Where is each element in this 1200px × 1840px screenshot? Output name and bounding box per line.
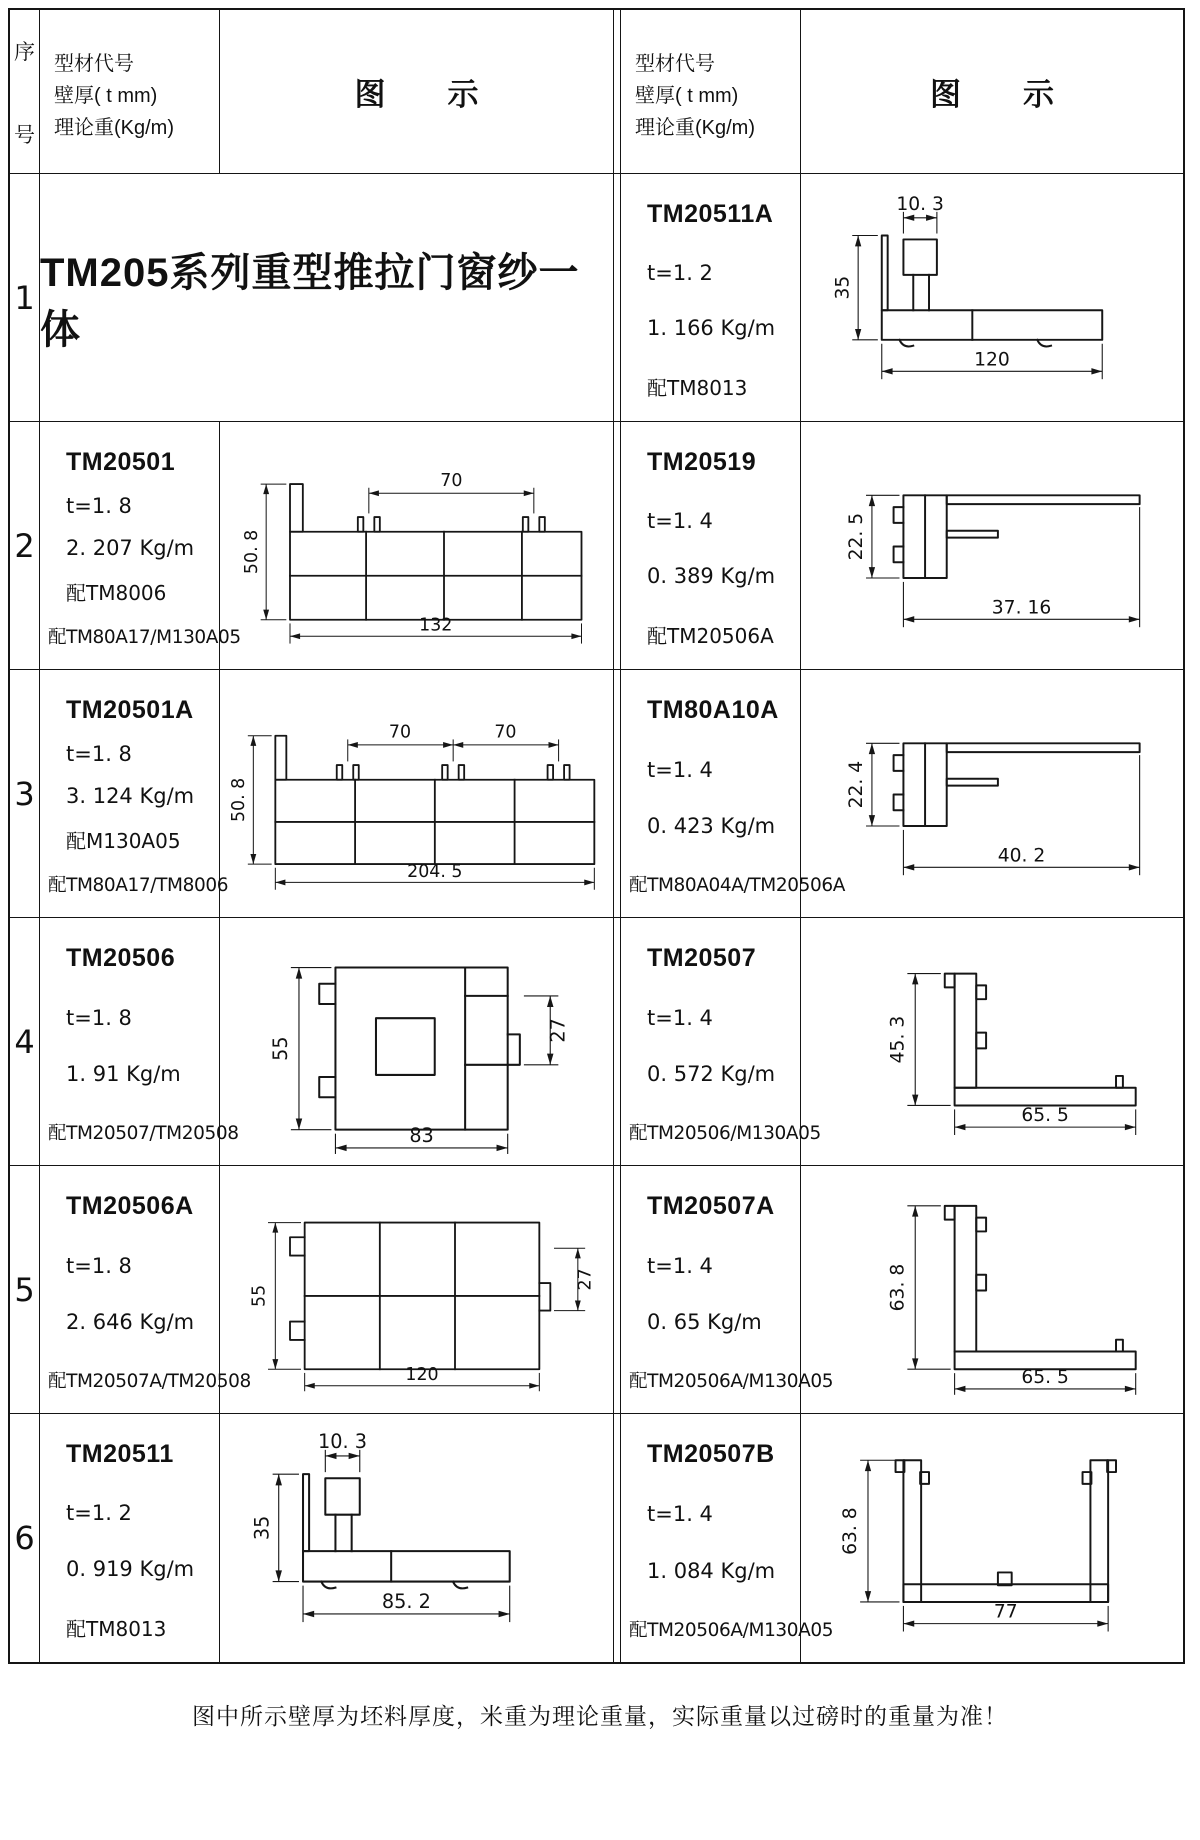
header-diagram-right xyxy=(801,10,1183,174)
dim-bottom: 65. 5 xyxy=(1021,1367,1069,1388)
profile-code: TM20501 xyxy=(66,448,176,476)
profile-match: 配TM20506A/M130A05 xyxy=(629,1370,834,1392)
divider-gap xyxy=(614,1414,621,1662)
header-info-line3: 理论重(Kg/m) xyxy=(54,117,174,139)
dim-bottom: 65. 5 xyxy=(1021,1105,1069,1127)
profile-thickness: t=1. 8 xyxy=(66,1253,132,1278)
dim-top: 10. 3 xyxy=(318,1429,368,1453)
profile-match: 配TM8006 xyxy=(66,580,167,605)
header-info-line3: 理论重(Kg/m) xyxy=(635,117,755,139)
profile-table xyxy=(8,8,1185,1664)
seq-number: 1 xyxy=(10,174,40,422)
profile-label-tm20507 xyxy=(621,918,821,1166)
footer-note: 图中所示壁厚为坯料厚度，米重为理论重量，实际重量以过磅时的重量为准！ xyxy=(192,1703,1008,1729)
dim-top: 70 xyxy=(440,470,463,491)
profile-diagram-cell xyxy=(220,422,614,670)
profile-thickness: t=1. 4 xyxy=(647,757,713,782)
profile-weight: 0. 572 Kg/m xyxy=(647,1062,776,1087)
dim-side2: 27 xyxy=(575,1268,596,1291)
profile-label-tm20506 xyxy=(40,918,239,1166)
profile-weight: 2. 207 Kg/m xyxy=(66,535,195,560)
profile-label-tm20511a xyxy=(621,174,801,422)
profile-code: TM80A10A xyxy=(647,696,779,724)
profile-match: 配TM80A17/M130A05 xyxy=(48,627,241,648)
header-info-left xyxy=(40,10,220,174)
profile-match: 配TM20506A/M130A05 xyxy=(629,1620,834,1641)
profile-diagram-cell xyxy=(801,670,1183,918)
header-seq-top: 序 xyxy=(14,41,35,64)
header-seq-cell xyxy=(10,10,40,174)
profile-code: TM20507A xyxy=(647,1192,775,1220)
profile-match: 配TM20506A xyxy=(647,623,774,648)
profile-code: TM20511A xyxy=(647,200,774,228)
profile-diagram-cell xyxy=(801,174,1183,422)
profile-code: TM20519 xyxy=(647,448,757,476)
profile-label-tm20507b xyxy=(621,1414,834,1662)
profile-weight: 0. 389 Kg/m xyxy=(647,564,776,589)
profile-match: 配TM8013 xyxy=(66,1617,167,1641)
profile-label-tm20507a xyxy=(621,1166,834,1414)
dim-side: 22. 4 xyxy=(846,760,868,809)
dim-bottom: 120 xyxy=(405,1365,439,1386)
profile-diagram-cell xyxy=(220,1414,614,1662)
dim-bottom: 83 xyxy=(409,1123,434,1147)
header-info-line2: 壁厚( t mm) xyxy=(635,85,739,107)
header-diagram-label-right: 图 示 xyxy=(930,77,1054,112)
dim-side: 45. 3 xyxy=(887,1015,909,1064)
diagram-tm20519 xyxy=(805,426,1179,665)
series-title: TM205系列重型推拉门窗纱一体 xyxy=(40,250,580,352)
dim-side: 50. 8 xyxy=(242,529,262,575)
profile-diagram-cell xyxy=(801,422,1183,670)
dim-side: 63. 8 xyxy=(840,1507,862,1555)
dim-bottom: 204. 5 xyxy=(407,861,463,882)
diagram-tm20506a xyxy=(224,1170,609,1409)
dim-side: 63. 8 xyxy=(887,1263,909,1312)
seq-number: 2 xyxy=(10,422,40,670)
dim-side: 50. 8 xyxy=(229,777,250,823)
diagram-tm20507 xyxy=(805,922,1179,1161)
profile-match: 配TM20507/TM20508 xyxy=(48,1122,239,1144)
profile-match: 配TM80A17/TM8006 xyxy=(48,875,229,896)
profile-diagram-cell xyxy=(801,918,1183,1166)
profile-thickness: t=1. 8 xyxy=(66,494,132,519)
profile-match: 配TM80A04A/TM20506A xyxy=(629,874,845,896)
profile-match: 配M130A05 xyxy=(66,828,181,853)
profile-thickness: t=1. 8 xyxy=(66,742,132,767)
dim-top: 10. 3 xyxy=(896,193,944,215)
dim-side: 35 xyxy=(832,275,854,300)
profile-weight: 0. 423 Kg/m xyxy=(647,814,776,839)
header-diagram-left xyxy=(220,10,614,174)
profile-weight: 1. 084 Kg/m xyxy=(647,1559,776,1583)
seq-number: 6 xyxy=(10,1414,40,1662)
profile-weight: 1. 91 Kg/m xyxy=(66,1062,181,1087)
profile-weight: 0. 919 Kg/m xyxy=(66,1557,195,1581)
profile-thickness: t=1. 4 xyxy=(647,1253,713,1278)
profile-thickness: t=1. 2 xyxy=(647,260,713,285)
series-title-cell xyxy=(40,174,614,422)
divider-gap xyxy=(614,422,621,670)
profile-weight: 0. 65 Kg/m xyxy=(647,1310,762,1335)
divider-gap xyxy=(614,174,621,422)
profile-label-tm20519 xyxy=(621,422,801,670)
seq-number: 5 xyxy=(10,1166,40,1414)
profile-thickness: t=1. 4 xyxy=(647,1502,713,1526)
diagram-tm20501a xyxy=(224,674,609,913)
diagram-tm20511 xyxy=(224,1418,609,1658)
profile-diagram-cell xyxy=(801,1166,1183,1414)
dim-side2: 27 xyxy=(546,1018,570,1043)
profile-code: TM20511 xyxy=(66,1440,174,1468)
dim-bottom: 37. 16 xyxy=(991,597,1052,619)
profile-label-tm80a10a xyxy=(621,670,845,918)
profile-code: TM20507 xyxy=(647,944,757,972)
profile-label-tm20511 xyxy=(40,1414,220,1662)
profile-thickness: t=1. 2 xyxy=(66,1501,132,1525)
profile-diagram-cell xyxy=(220,918,614,1166)
header-seq-bottom: 号 xyxy=(14,124,35,147)
profile-code: TM20501A xyxy=(66,696,194,724)
header-diagram-label-left: 图 示 xyxy=(354,77,479,112)
divider-gap xyxy=(614,918,621,1166)
profile-match: 配TM8013 xyxy=(647,375,748,400)
profile-match: 配TM20506/M130A05 xyxy=(629,1122,821,1144)
diagram-tm20507a xyxy=(805,1170,1179,1409)
dim-bottom: 85. 2 xyxy=(381,1589,431,1613)
profile-code: TM20506A xyxy=(66,1192,194,1220)
profile-label-tm20501 xyxy=(40,422,241,670)
dim-top1: 70 xyxy=(388,722,412,743)
dim-side: 22. 5 xyxy=(846,512,868,561)
seq-number: 3 xyxy=(10,670,40,918)
profile-thickness: t=1. 4 xyxy=(647,1005,713,1030)
divider-gap xyxy=(614,10,621,174)
dim-bottom: 40. 2 xyxy=(997,845,1046,867)
dim-top2: 70 xyxy=(494,722,517,743)
profile-thickness: t=1. 4 xyxy=(647,508,713,533)
dim-bottom: 120 xyxy=(974,349,1010,371)
dim-side: 55 xyxy=(268,1036,292,1061)
header-info-line1: 型材代号 xyxy=(54,53,134,75)
profile-diagram-cell xyxy=(801,1414,1183,1662)
profile-diagram-cell xyxy=(220,670,614,918)
profile-thickness: t=1. 8 xyxy=(66,1005,132,1030)
profile-match: 配TM20507A/TM20508 xyxy=(48,1370,251,1392)
diagram-tm20506 xyxy=(224,922,609,1161)
profile-label-tm20506a xyxy=(40,1166,251,1414)
dim-side: 35 xyxy=(250,1515,274,1541)
profile-label-tm20501a xyxy=(40,670,229,918)
diagram-tm80a10a xyxy=(805,674,1179,913)
dim-side: 55 xyxy=(249,1284,270,1307)
divider-gap xyxy=(614,1166,621,1414)
profile-code: TM20506 xyxy=(66,944,176,972)
profile-weight: 1. 166 Kg/m xyxy=(647,316,776,341)
header-info-line1: 型材代号 xyxy=(635,53,715,75)
diagram-tm20507b xyxy=(805,1418,1179,1658)
profile-diagram-cell xyxy=(220,1166,614,1414)
profile-weight: 2. 646 Kg/m xyxy=(66,1310,195,1335)
diagram-tm20501 xyxy=(224,426,609,665)
diagram-tm20511a xyxy=(805,178,1179,417)
divider-gap xyxy=(614,670,621,918)
dim-bottom: 77 xyxy=(993,1601,1018,1623)
dim-bottom: 132 xyxy=(419,615,453,636)
header-info-line2: 壁厚( t mm) xyxy=(54,85,158,107)
seq-number: 4 xyxy=(10,918,40,1166)
profile-weight: 3. 124 Kg/m xyxy=(66,783,195,808)
header-info-right xyxy=(621,10,801,174)
profile-code: TM20507B xyxy=(647,1440,775,1468)
